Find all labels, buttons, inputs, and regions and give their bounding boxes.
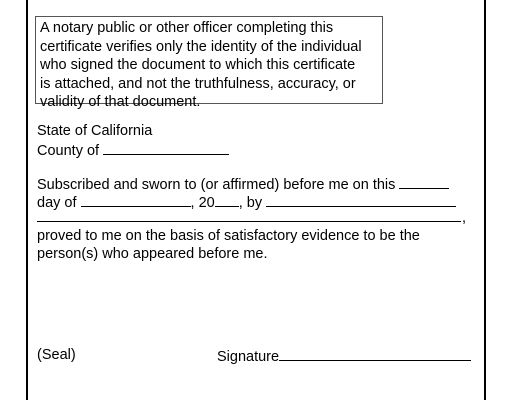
proved-line-2 (37, 245, 268, 263)
month-blank[interactable] (81, 192, 191, 207)
year-blank[interactable] (215, 192, 239, 207)
proved-line-1 (37, 227, 420, 245)
proved-text-2: person(s) who appeared before me. (37, 246, 268, 262)
day-of-label: day of (37, 195, 77, 211)
state-line (37, 122, 152, 140)
seal-label: (Seal) (37, 347, 76, 363)
disclaimer-line: who signed the document to which this certificate (40, 57, 356, 73)
date-blank[interactable] (399, 174, 449, 189)
county-line (37, 140, 229, 160)
subscribed-text: Subscribed and sworn to (or affirmed) before me on this (37, 177, 396, 193)
notary-disclaimer-box (35, 16, 383, 110)
signature-line (217, 346, 471, 366)
by-label: , by (238, 195, 263, 211)
seal-line (37, 346, 76, 364)
proved-text-1: proved to me on the basis of satisfactory evidence to be the (37, 228, 420, 244)
disclaimer-line: A notary public or other officer completing this (40, 20, 334, 36)
name-continuation-blank[interactable] (37, 221, 461, 222)
disclaimer-line: is attached, and not the truthfulness, accuracy, or (40, 75, 356, 92)
signature-label: Signature (217, 349, 280, 365)
disclaimer-line: validity of that document. (40, 94, 201, 110)
subscribed-line (37, 174, 449, 194)
state-label: State of California (37, 123, 153, 139)
name-blank[interactable] (266, 192, 456, 207)
trailing-comma: , (462, 210, 467, 226)
county-label: County of (37, 143, 100, 159)
disclaimer-line: certificate verifies only the identity of the individual (40, 38, 362, 55)
year-prefix: , 20 (190, 195, 215, 211)
signature-blank[interactable] (279, 346, 471, 361)
day-of-line (37, 192, 456, 212)
county-blank[interactable] (103, 140, 229, 155)
